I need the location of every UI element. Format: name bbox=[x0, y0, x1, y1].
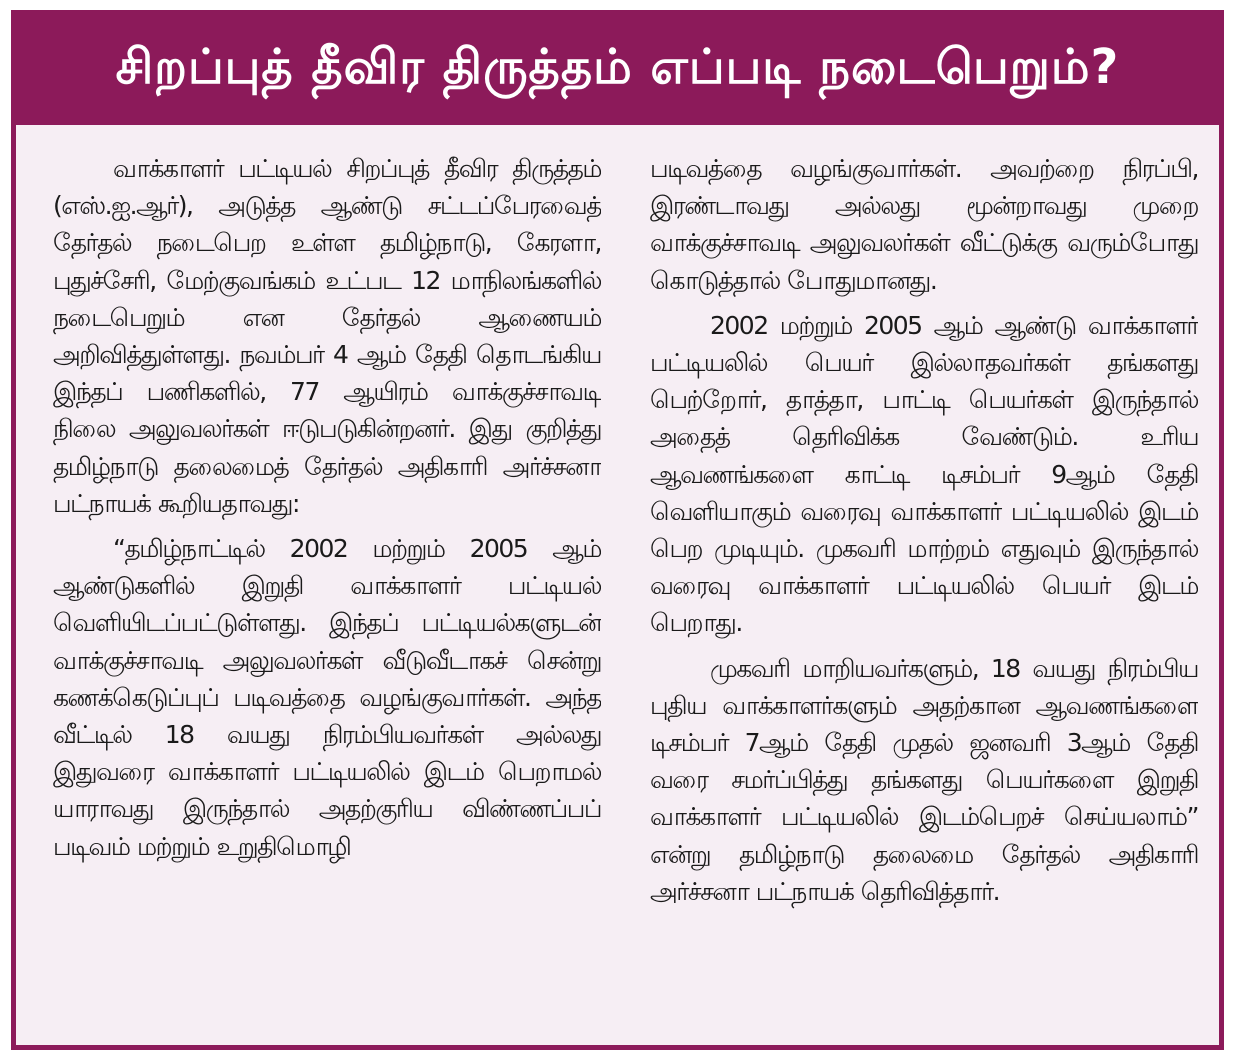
column-right bbox=[650, 150, 1198, 1040]
article-title: சிறப்புத் தீவிர திருத்தம் எப்படி நடைபெறும்? bbox=[115, 39, 1120, 95]
title-banner bbox=[16, 15, 1219, 125]
paragraph-continued: படிவத்தை வழங்குவார்கள். அவற்றை நிரப்பி, இரண்டாவது அல்லது மூன்றாவது முறை வாக்குச்சாவடி அலுவலர்கள் வீட்டுக்கு வரும்போது கொடுத்தால் போதுமானது. bbox=[650, 154, 1198, 295]
article-box bbox=[11, 10, 1224, 1050]
paragraph: 2002 மற்றும் 2005 ஆம் ஆண்டு வாக்காளர் பட்டியலில் பெயர் இல்லாதவர்கள் தங்களது பெற்றோர், தாத்தா, பாட்டி பெயர்கள் இருந்தால் அதைத் தெரிவிக்க வேண்டும். உரிய ஆவணங்களை காட்டி டிசம்பர் 9ஆம் தேதி வெளியாகும் வரைவு வாக்காளர் பட்டியலில் இடம் பெற முடியும். முகவரி மாற்றம் எதுவும் இருந்தால் வரைவு வாக்காளர் பட்டியலில் பெயர் இடம் பெறாது. bbox=[650, 310, 1198, 638]
article-body bbox=[53, 150, 1198, 1040]
paragraph: “தமிழ்நாட்டில் 2002 மற்றும் 2005 ஆம் ஆண்டுகளில் இறுதி வாக்காளர் பட்டியல் வெளியிடப்பட்டுள்ளது. இந்தப் பட்டியல்களுடன் வாக்குச்சாவடி அலுவலர்கள் வீடுவீடாகச் சென்று கணக்கெடுப்புப் படிவத்தை வழங்குவார்கள். அந்த வீட்டில் 18 வயது நிரம்பியவர்கள் அல்லது இதுவரை வாக்காளர் பட்டியலில் இடம் பெறாமல் யாராவது இருந்தால் அதற்குரிய விண்ணப்பப் படிவம் மற்றும் உறுதிமொழி bbox=[53, 534, 601, 861]
column-left bbox=[53, 150, 601, 1040]
paragraph: முகவரி மாறியவர்களும், 18 வயது நிரம்பிய புதிய வாக்காளர்களும் அதற்கான ஆவணங்களை டிசம்பர் 7ஆம் தேதி முதல் ஜனவரி 3ஆம் தேதி வரை சமர்ப்பித்து தங்களது பெயர்களை இறுதி வாக்காளர் பட்டியலில் இடம்பெறச் செய்யலாம்” என்று தமிழ்நாடு தலைமை தேர்தல் அதிகாரி அர்ச்சனா பட்நாயக் தெரிவித்தார். bbox=[650, 653, 1198, 906]
paragraph: வாக்காளர் பட்டியல் சிறப்புத் தீவிர திருத்தம் (எஸ்.ஐ.ஆர்), அடுத்த ஆண்டு சட்டப்பேரவைத் தேர்தல் நடைபெற உள்ள தமிழ்நாடு, கேரளா, புதுச்சேரி, மேற்குவங்கம் உட்பட 12 மாநிலங்களில் நடைபெறும் என தேர்தல் ஆணையம் அறிவித்துள்ளது. நவம்பர் 4 ஆம் தேதி தொடங்கிய இந்தப் பணிகளில், 77 ஆயிரம் வாக்குச்சாவடி நிலை அலுவலர்கள் ஈடுபடுகின்றனர். இது குறித்து தமிழ்நாடு தலைமைத் தேர்தல் அதிகாரி அர்ச்சனா பட்நாயக் கூறியதாவது: bbox=[53, 154, 601, 518]
